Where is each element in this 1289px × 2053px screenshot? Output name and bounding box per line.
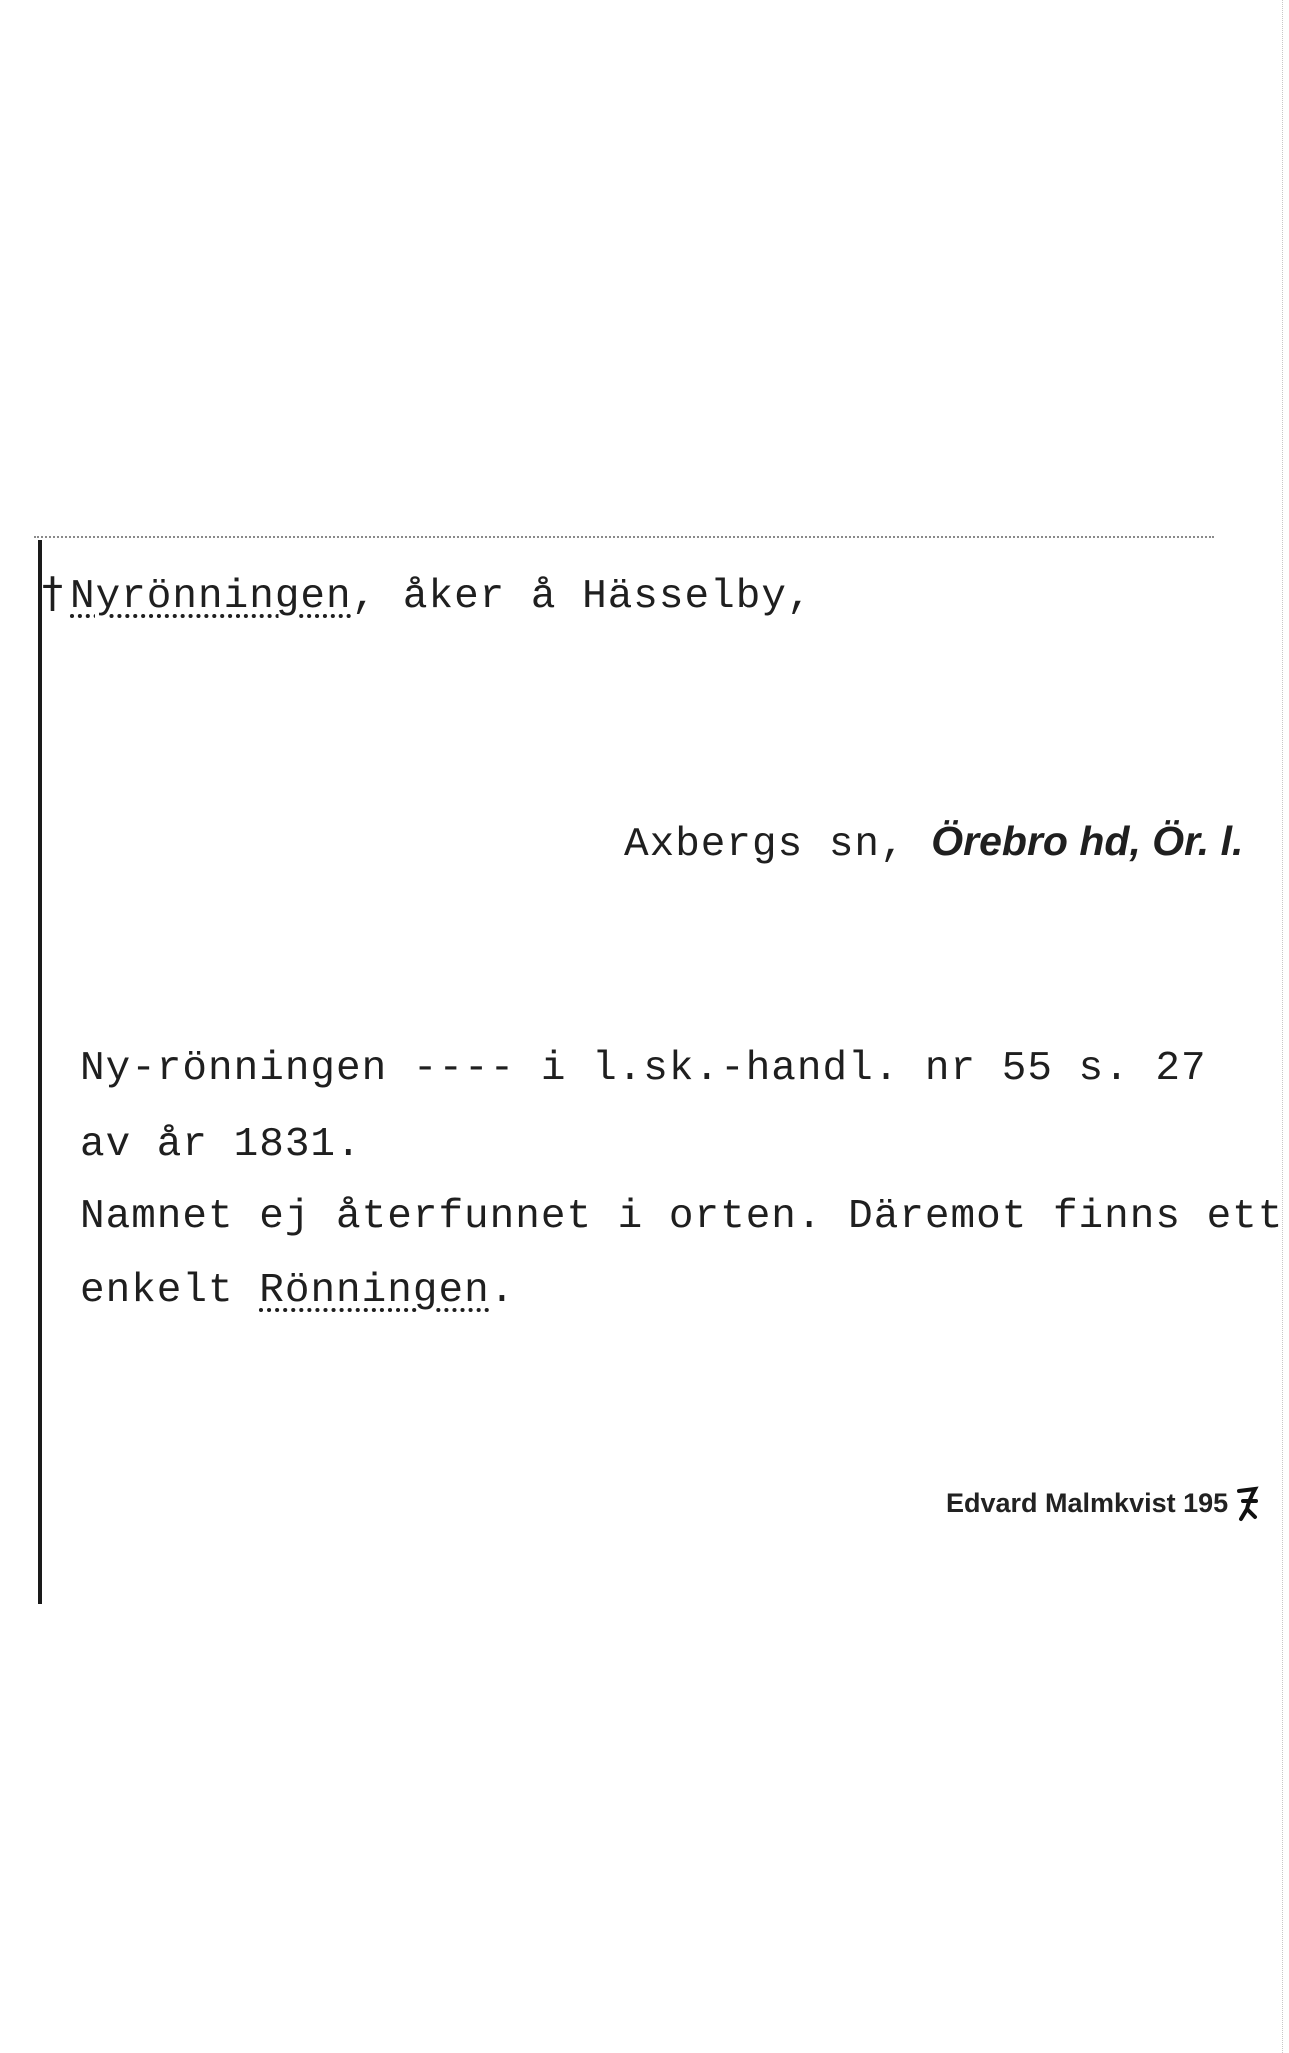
card-right-edge bbox=[1282, 0, 1283, 2053]
district: Örebro hd, Ör. l. bbox=[931, 818, 1244, 864]
card-left-rule bbox=[38, 540, 42, 1604]
entry-heading bbox=[42, 568, 813, 620]
parish: Axbergs sn, bbox=[624, 822, 906, 868]
body-line-1: Ny-rönningen ---- i l.sk.-handl. nr 55 s. 27 bbox=[80, 1046, 1207, 1092]
card-top-rule bbox=[34, 536, 1214, 538]
body-line-2: av år 1831. bbox=[80, 1122, 362, 1168]
location-line bbox=[624, 818, 1243, 868]
related-place-name: Rönningen bbox=[259, 1268, 490, 1314]
body-line-4-suffix: . bbox=[489, 1268, 516, 1314]
signature-text: Edvard Malmkvist 195 bbox=[946, 1488, 1229, 1518]
body-line-3: Namnet ej återfunnet i orten. Däremot finns ett bbox=[80, 1194, 1284, 1240]
signature bbox=[946, 1482, 1262, 1522]
body-line-4-prefix: enkelt bbox=[80, 1268, 260, 1314]
body-line-4 bbox=[80, 1268, 515, 1314]
place-description: , åker å Hässelby, bbox=[351, 574, 813, 620]
place-name: Nyrönningen bbox=[70, 574, 352, 620]
cross-mark: † bbox=[42, 568, 64, 617]
handwritten-digit-icon bbox=[1236, 1482, 1262, 1522]
